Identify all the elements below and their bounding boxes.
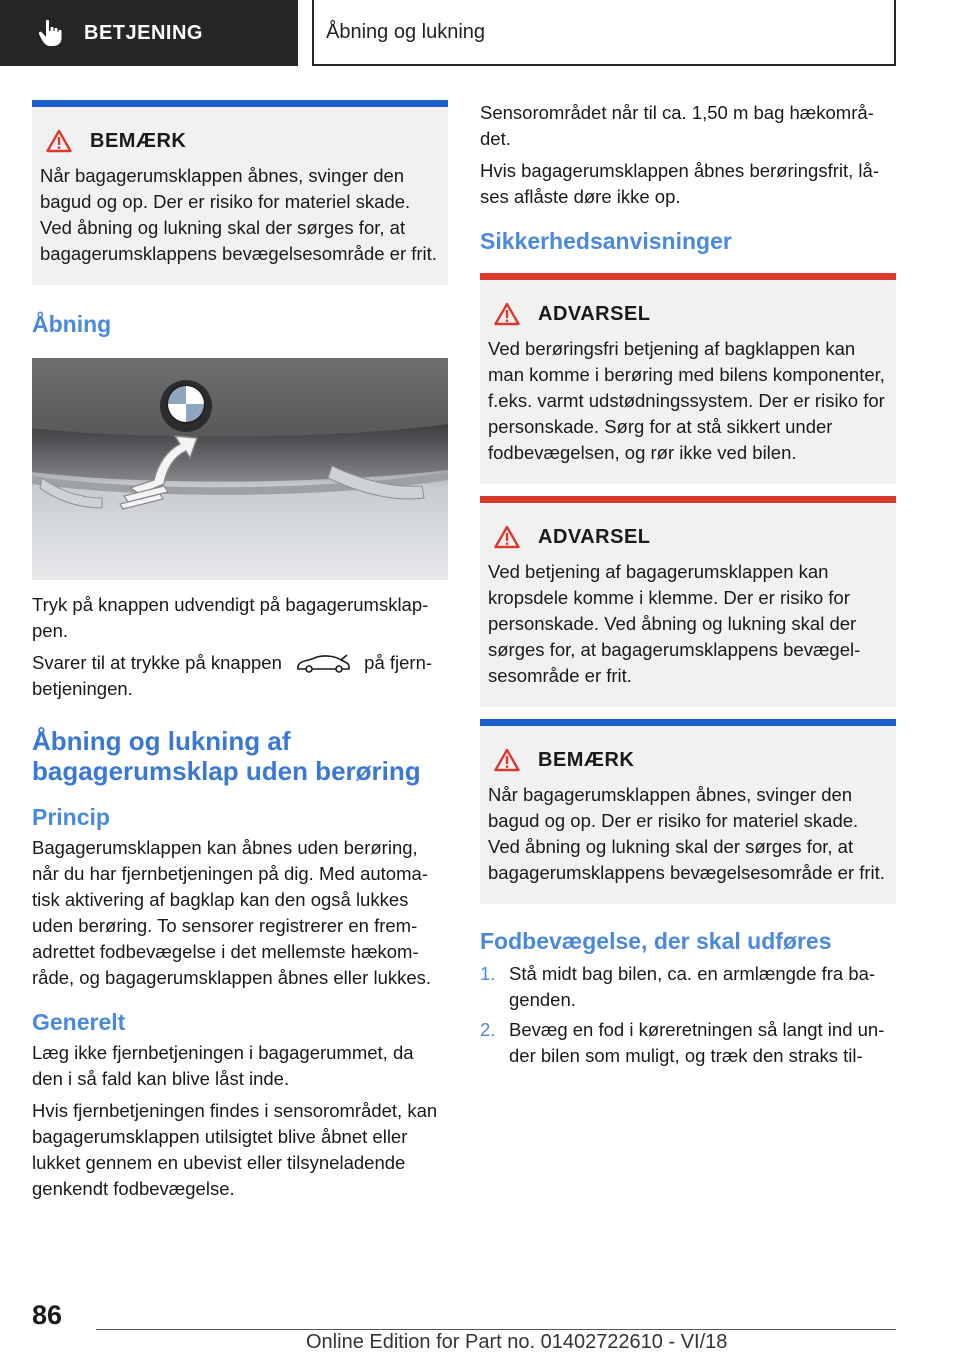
note-text: Når bagagerumsklappen åbnes, svinger den bagud og op. Der er risiko for materiel skade. Ved åbning og lukning skal der sørges for, at bagagerumsklappens bevægelsesområde er frit. <box>488 784 885 883</box>
general-text-2: Hvis fjernbetjeningen findes i sensorområdet, kan bagagerumsklappen utilsigtet blive åbnet eller lukket gennem en ubevist eller tilsyneladende genkendt fodbevægelse. <box>32 1100 438 1199</box>
edition-text: Online Edition for Part no. 01402722610 - VI/18 <box>306 1331 728 1353</box>
tailgate-illustration <box>32 358 448 580</box>
left-column <box>32 100 448 1208</box>
note-box <box>32 100 448 285</box>
page-number: 86 <box>32 1300 63 1330</box>
warning-box-1 <box>480 273 896 484</box>
footer-divider <box>96 1329 896 1330</box>
hand-pointer-icon <box>38 19 64 47</box>
warning-triangle-icon <box>494 748 520 772</box>
note-heading: BEMÆRK <box>538 748 635 771</box>
touchless-heading: Åbning og lukning af bagagerumsklap uden berøring <box>32 726 421 786</box>
list-item: 2. Bevæg en fod i køreretningen så langt ind under bilen som muligt, og træk den straks til- <box>480 1019 885 1066</box>
tailgate-button-photo <box>32 358 448 580</box>
note-box-2 <box>480 719 896 904</box>
section-tab[interactable] <box>0 0 298 66</box>
general-text-1: Læg ikke fjernbetjeningen i bagagerummet, da den i så fald kan blive låst inde. <box>32 1042 414 1089</box>
unlock-text: Hvis bagagerumsklappen åbnes berøringsfrit, låses aflåste døre ikke op. <box>480 160 879 207</box>
right-column <box>480 100 896 1073</box>
warning-triangle-icon <box>494 302 520 326</box>
warning-text: Ved berøringsfri betjening af bagklappen kan man komme i berøring med bilens komponenter, f.eks. varmt udstødningssystem. Der er risiko for personskade. Sørg for at stå sikkert under fodbevægelsen, og rør ikke ved bilen. <box>488 338 885 463</box>
opening-remote-text: Svarer til at trykke på knappen på fjernbetjeningen. <box>32 652 433 699</box>
warning-heading: ADVARSEL <box>538 525 651 548</box>
note-text: Når bagagerumsklappen åbnes, svinger den bagud og op. Der er risiko for materiel skade. Ved åbning og lukning skal der sørges for, at bagagerumsklappens bevægelsesområde er frit. <box>40 165 437 264</box>
warning-box-2 <box>480 496 896 707</box>
warning-triangle-icon <box>46 129 72 153</box>
page-header <box>0 0 960 68</box>
note-heading: BEMÆRK <box>90 129 187 152</box>
foot-movement-heading: Fodbevægelse, der skal udføres <box>480 928 832 954</box>
chapter-title: Åbning og lukning <box>312 0 896 66</box>
opening-heading: Åbning <box>32 311 112 337</box>
list-item: 1. Stå midt bag bilen, ca. en armlængde fra bagenden. <box>480 963 876 1010</box>
warning-heading: ADVARSEL <box>538 302 651 325</box>
opening-text: Tryk på knappen udvendigt på bagagerumsklappen. <box>32 594 429 641</box>
warning-triangle-icon <box>494 525 520 549</box>
sensor-range-text: Sensorområdet når til ca. 1,50 m bag hækområdet. <box>480 102 874 149</box>
car-tailgate-icon <box>295 653 351 675</box>
steps-list <box>480 961 896 1069</box>
section-label: BETJENING <box>84 21 203 44</box>
safety-heading: Sikkerhedsanvisninger <box>480 228 732 254</box>
general-heading: Generelt <box>32 1009 126 1035</box>
principle-text: Bagagerumsklappen kan åbnes uden berøring, når du har fjernbetjeningen på dig. Med automatisk aktivering af bagklap kan den også lukkes uden berøring. To sensorer registrerer en fremadrettet fodbevægelse i det mellemste hækområde, og bagagerumsklappen åbnes eller lukkes. <box>32 837 432 988</box>
warning-text: Ved betjening af bagagerumsklappen kan kropsdele komme i klemme. Der er risiko for personskade. Ved åbning og lukning skal der sørges for, at bagagerumsklappens bevægelsesområde er frit. <box>488 561 861 686</box>
principle-heading: Princip <box>32 804 110 830</box>
